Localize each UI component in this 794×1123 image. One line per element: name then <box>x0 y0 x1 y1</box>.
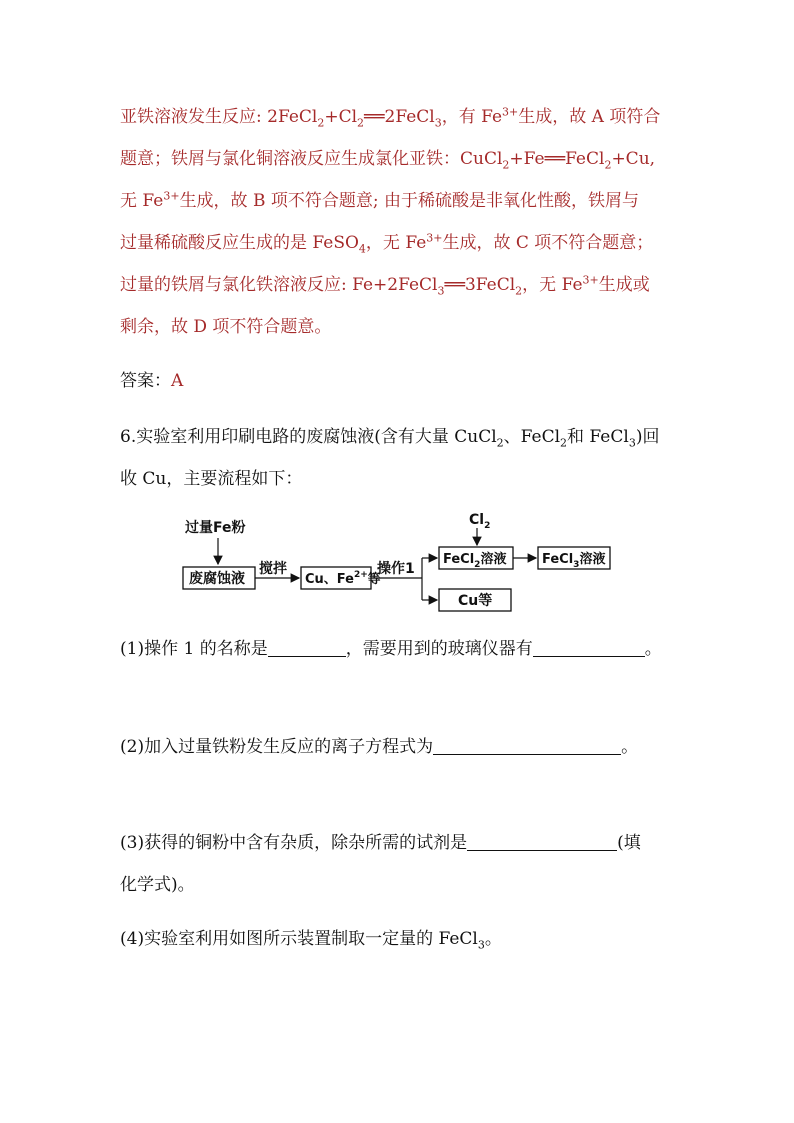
subquestion-2: (2)加入过量铁粉发生反应的离子方程式为 。 <box>120 737 639 757</box>
subquestion-3: (3)获得的铜粉中含有杂质，除杂所需的试剂是 (填 化学式)。 <box>120 833 641 895</box>
subquestion-4: (4)实验室利用如图所示装置制取一定量的 FeCl$_3$。 <box>120 929 502 952</box>
explanation-line-4: 过量稀硫酸反应生成的是 FeSO$_4$，无 $Fe^{3+}$生成，故 C 项不符合题意； <box>120 231 654 256</box>
flow-fecl2-label: FeCl$_2$溶液 <box>443 552 507 570</box>
answer-blank-1a[interactable] <box>268 638 346 657</box>
explanation-line-1: 亚铁溶液发生反应: $2FeCl_2+Cl_2══2FeCl_3$，有 $Fe^{3+}$生成，故 A 项符合 <box>120 105 661 130</box>
answer-blank-2[interactable] <box>433 736 621 755</box>
answer-value: A <box>171 371 184 391</box>
answer-line <box>120 360 183 402</box>
answer-blank-3[interactable] <box>467 832 617 851</box>
explanation-line-5: 过量的铁屑与氯化铁溶液反应: Fe+2FeCl$_3$══3FeCl$_2$，无 $Fe^{3+}$生成或 <box>120 273 650 298</box>
flow-cu-label: Cu等 <box>458 593 493 609</box>
explanation-line-2: 题意；铁屑与氯化铜溶液反应生成氯化亚铁：CuCl$_2$+Fe══FeCl$_2$+Cu, <box>120 149 656 172</box>
answer-blank-1b[interactable] <box>533 638 645 657</box>
explanation-line-6: 剩余，故 D 项不符合题意。 <box>120 317 332 337</box>
flow-input-fe-label: 过量Fe粉 <box>185 520 246 536</box>
flow-fecl3-label: FeCl$_3$溶液 <box>542 552 606 570</box>
explanation-line-3: 无 $Fe^{3+}$生成，故 B 项不符合题意; 由于稀硫酸是非氧化性酸，铁屑与 <box>120 189 639 211</box>
process-flowchart <box>175 500 625 625</box>
answer-label: 答案： <box>120 371 171 391</box>
flow-cu-fe-label: Cu、$Fe^{2+}$等 <box>305 570 381 587</box>
flow-cl2-label: $Cl_2$ <box>469 512 491 531</box>
flow-waste-label: 废腐蚀液 <box>189 571 245 587</box>
flow-stir-label: 搅拌 <box>259 561 287 577</box>
question-6 <box>120 416 680 500</box>
flow-op1-label: 操作1 <box>377 561 415 577</box>
question-line-2: 收 Cu，主要流程如下： <box>120 469 303 489</box>
explanation-paragraph <box>120 96 680 348</box>
question-line-1: 6.实验室利用印刷电路的废腐蚀液(含有大量 CuCl$_2$、FeCl$_2$和 FeCl$_3$)回 <box>120 427 660 450</box>
subquestion-1: (1)操作 1 的名称是 ，需要用到的玻璃仪器有 。 <box>120 639 662 659</box>
